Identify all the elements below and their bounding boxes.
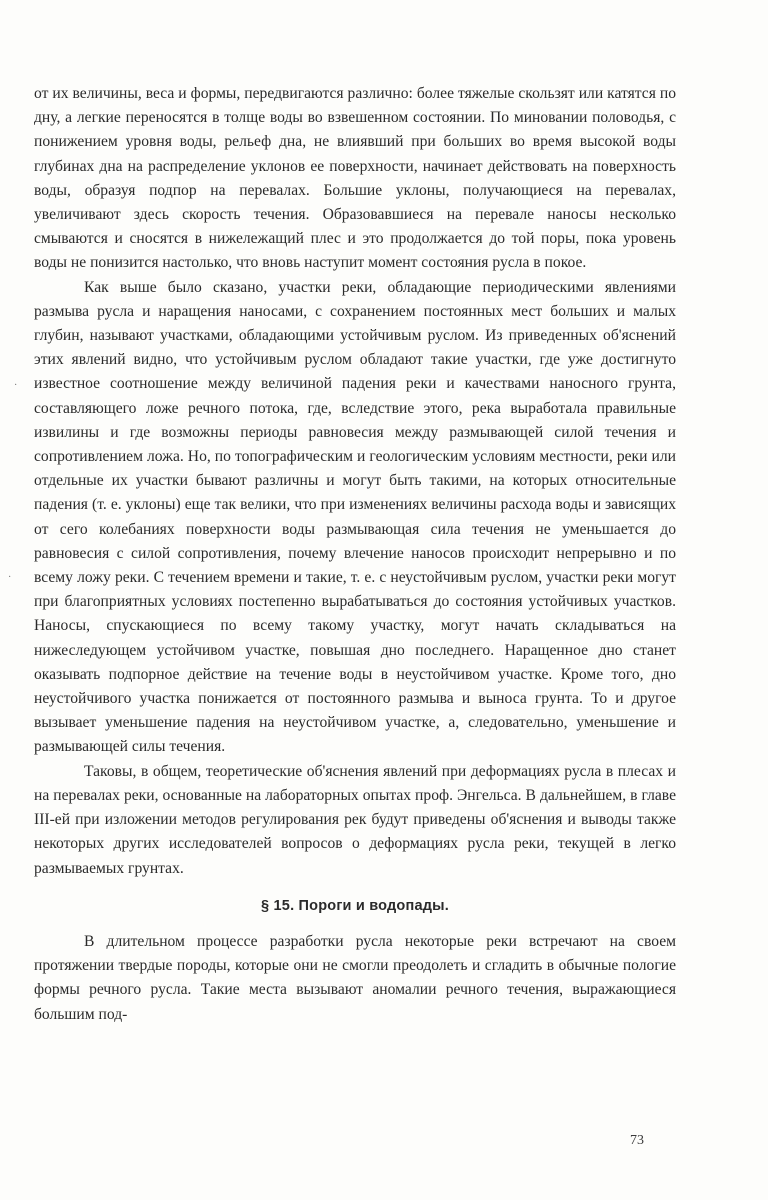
page-number: 73 xyxy=(630,1133,644,1148)
section-heading: § 15. Пороги и водопады. xyxy=(261,897,449,914)
main-text-block xyxy=(34,82,676,1027)
margin-speck: · xyxy=(8,572,12,583)
paragraph-engels-experiments: Таковы, в общем, теоретические об'яснения явлений при деформациях русла в плесах и на перевалах реки, основанные на лабораторных опытах проф. Энгельса. В дальнейшем, в главе III-ей при изложении методов регулирования рек будут приведены об'яснения и выводы также некоторых других исследователей вопросов о деформациях русла реки, текущей в легко размываемых грунтах. xyxy=(34,762,676,877)
paragraph-rapids-intro: В длительном процессе разработки русла некоторые реки встречают на своем протяжении твердые породы, которые они не смогли преодолеть и сгладить в обычные пологие формы речного русла. Такие места вызывают аномалии речного течения, выражающиеся большим под- xyxy=(34,932,676,1023)
paragraph-stable-riverbed: Как выше было сказано, участки реки, обладающие периодическими явлениями размыва русла и наращения наносами, с сохранением постоянных мест больших и малых глубин, называют участками, обладающими устойчивым руслом. Из приведенных об'яснений этих явлений видно, что устойчивым руслом обладают такие участки, где уже достигнуто известное соотношение между величиной падения реки и качествами наносного грунта, составляющего ложе речного потока, где, вследствие этого, река выработала правильные извилины и где возможны периоды равновесия между размывающей силой течения и сопротивлением ложа. Но, по топографическим и геологическим условиям местности, реки или отдельные их участки бывают различны и могут быть такими, на которых относительные падения (т. е. уклоны) еще так велики, что при изменениях величины расхода воды и зависящих от сего колебаниях поверхности воды размывающая сила течения не уменьшается до равновесия с силой сопротивления, почему влечение наносов происходит непрерывно и по всему ложу реки. С течением времени и такие, т. е. с неустойчивым руслом, участки реки могут при благоприятных условиях постепенно вырабатываться до состояния устойчивых участков. Наносы, спускающиеся по всему такому участку, могут начать складываться на нижеследующем устойчивом участке, повышая дно последнего. Наращенное дно станет оказывать подпорное действие на течение воды в неустойчивом участке. Кроме того, дно неустойчивого участка понижается от постоянного размыва и выноса грунта. То и другое вызывает уменьшение падения на неустойчивом участке, а, следовательно, уменьшение и размывающей силы течения. xyxy=(34,278,676,756)
paragraph-continuation: от их величины, веса и формы, передвигаются различно: более тяжелые скользят или катятся по дну, а легкие переносятся в толще воды во взвешенном состоянии. По миновании половодья, с понижением уровня воды, рельеф дна, не влиявший при больших во время высокой воды глубинах дна на распределение уклонов ее поверхности, начинает действовать на поверхность воды, образуя подпор на перевалах. Большие уклоны, получающиеся на перевалах, увеличивают здесь скорость течения. Образовавшиеся на перевале наносы несколько смываются и сносятся в нижележащий плес и это продолжается до той поры, пока уровень воды не понизится настолько, что вновь наступит момент состояния русла в покое. xyxy=(34,85,676,272)
margin-speck: · xyxy=(14,380,18,391)
